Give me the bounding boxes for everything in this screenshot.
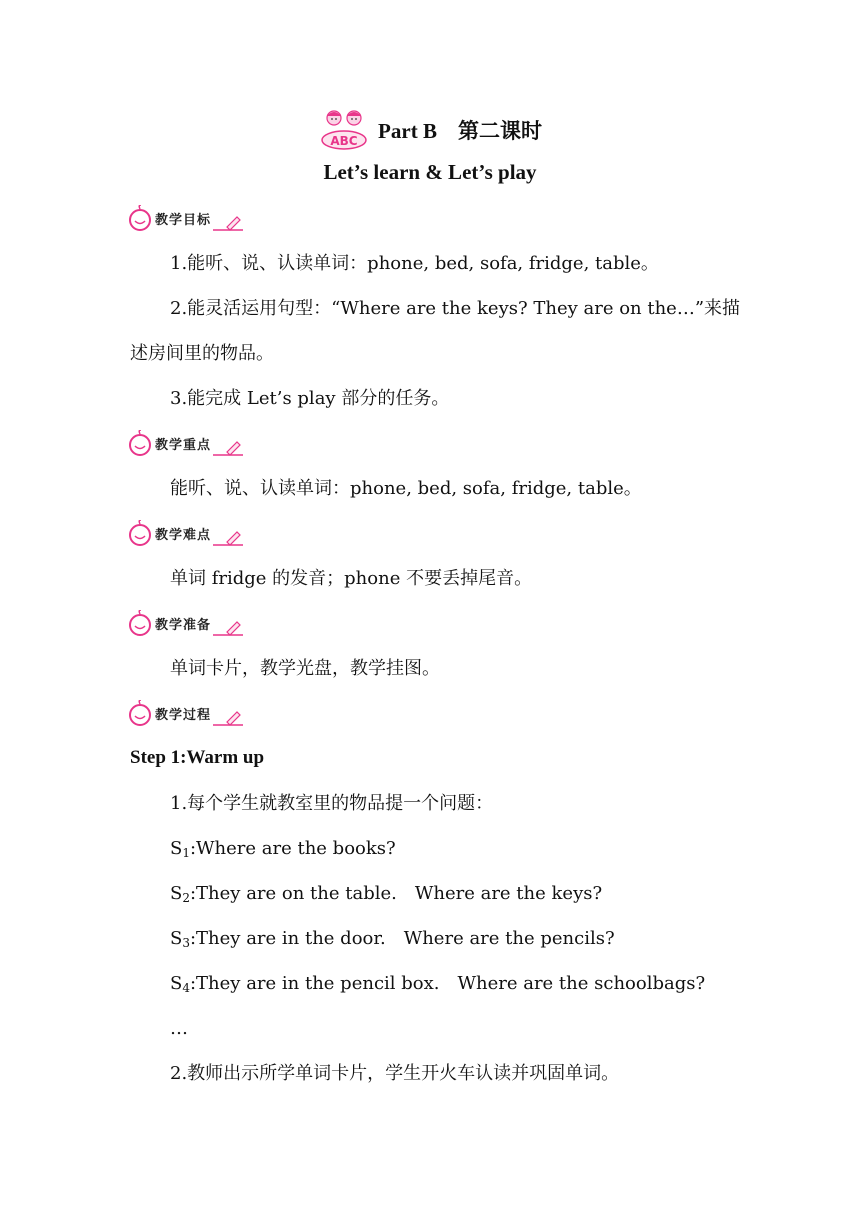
goal-item-3: 3.能完成 Let’s play 部分的任务。 [170, 388, 450, 409]
dialog-text: :Where are the books? [189, 838, 396, 859]
goal-item-2-continued: 述房间里的物品。 [130, 343, 274, 364]
speaker: S [170, 973, 183, 994]
apple-icon [128, 610, 152, 636]
step-heading: Step 1:Warm up [130, 747, 265, 768]
dialog-text: :They are on the table. Where are the keys? [189, 883, 603, 904]
ellipsis: … [170, 1018, 188, 1039]
section-heading-label: 教学目标 [155, 212, 212, 228]
goal-item-1: 1.能听、说、认读单词：phone, bed, sofa, fridge, table。 [170, 253, 659, 274]
apple-icon [128, 520, 152, 546]
section-heading-key-points [128, 428, 243, 458]
process-item-1: 1.每个学生就教室里的物品提一个问题： [170, 793, 494, 814]
page-subtitle: Let’s learn & Let’s play [323, 160, 537, 184]
lesson-header [0, 108, 860, 152]
speaker: S [170, 883, 183, 904]
preparation-text: 单词卡片，教学光盘，教学挂图。 [170, 658, 440, 679]
dialog-line [170, 927, 615, 955]
speaker-number: 4 [182, 981, 190, 995]
section-heading-label: 教学难点 [155, 527, 212, 543]
pencil-underline-icon [213, 528, 243, 548]
process-item-2: 2.教师出示所学单词卡片，学生开火车认读并巩固单词。 [170, 1063, 620, 1084]
pencil-underline-icon [213, 438, 243, 458]
speaker-number: 2 [182, 891, 190, 905]
pencil-underline-icon [213, 213, 243, 233]
apple-icon [128, 430, 152, 456]
section-heading-process [128, 698, 243, 728]
page-title: Part B 第二课时 [378, 119, 542, 143]
dialog-line [170, 837, 396, 865]
goal-item-2: 2.能灵活运用句型：“Where are the keys? They are on the…”来描 [170, 298, 741, 319]
dialog-line [170, 972, 705, 1000]
apple-icon [128, 205, 152, 231]
section-heading-difficulties [128, 518, 243, 548]
key-points-text: 能听、说、认读单词：phone, bed, sofa, fridge, table。 [170, 478, 642, 499]
speaker-number: 3 [182, 936, 190, 950]
pencil-underline-icon [213, 708, 243, 728]
section-heading-label: 教学重点 [155, 437, 212, 453]
section-heading-label: 教学过程 [155, 707, 212, 723]
difficulties-text: 单词 fridge 的发音；phone 不要丢掉尾音。 [170, 568, 533, 589]
dialog-text: :They are in the pencil box. Where are the schoolbags? [189, 973, 706, 994]
section-heading-goals [128, 203, 243, 233]
section-heading-preparation [128, 608, 243, 638]
dialog-line [170, 882, 602, 910]
speaker-number: 1 [182, 846, 190, 860]
abc-kids-logo [318, 108, 372, 152]
dialog-text: :They are in the door. Where are the pencils? [189, 928, 615, 949]
apple-icon [128, 700, 152, 726]
speaker: S [170, 838, 183, 859]
section-heading-label: 教学准备 [155, 617, 212, 633]
pencil-underline-icon [213, 618, 243, 638]
logo-text: ABC [330, 134, 358, 148]
speaker: S [170, 928, 183, 949]
